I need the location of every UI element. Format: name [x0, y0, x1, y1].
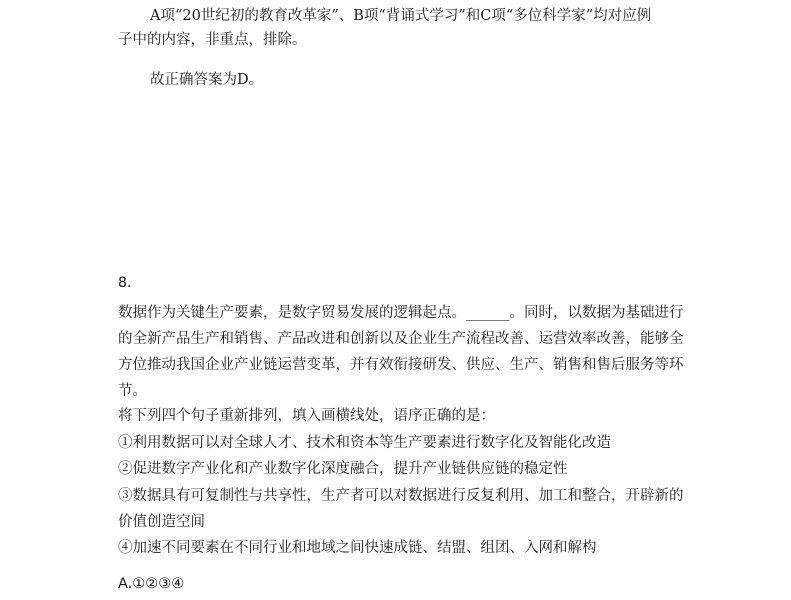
passage-line-2: 的全新产品生产和销售、产品改进和创新以及企业生产流程改善、运营效率改善，能够全 — [118, 331, 684, 347]
passage-line-1: 数据作为关键生产要素，是数字贸易发展的逻辑起点。______。同时，以数据为基础进行 — [118, 305, 684, 321]
sentence-4: ④加速不同要素在不同行业和地域之间快速成链、结盟、组团、入网和解构 — [118, 540, 597, 556]
prev-answer-line-1: A项“20世纪初的教育改革家”、B项“背诵式学习”和C项“多位科学家”均对应例 — [150, 8, 652, 24]
sentence-1: ①利用数据可以对全球人才、技术和资本等生产要素进行数字化及智能化改造 — [118, 435, 611, 451]
option-a[interactable]: A.①②③④ — [118, 576, 185, 592]
question-number: 8. — [118, 275, 132, 291]
question-prompt: 将下列四个句子重新排列，填入画横线处，语序正确的是： — [118, 408, 495, 424]
sentence-2: ②促进数字产业化和产业数字化深度融合，提升产业链供应链的稳定性 — [118, 461, 568, 477]
sentence-3-line-2: 价值创造空间 — [118, 514, 205, 530]
sentence-3-line-1: ③数据具有可复制性与共享性，生产者可以对数据进行反复利用、加工和整合，开辟新的 — [118, 488, 684, 504]
prev-answer-line-2: 子中的内容，非重点，排除。 — [118, 32, 307, 48]
passage-line-3: 方位推动我国企业产业链运营变革，并有效衔接研发、供应、生产、销售和售后服务等环 — [118, 357, 684, 373]
passage-line-4: 节。 — [118, 383, 147, 399]
prev-answer-conclusion: 故正确答案为D。 — [150, 72, 264, 88]
